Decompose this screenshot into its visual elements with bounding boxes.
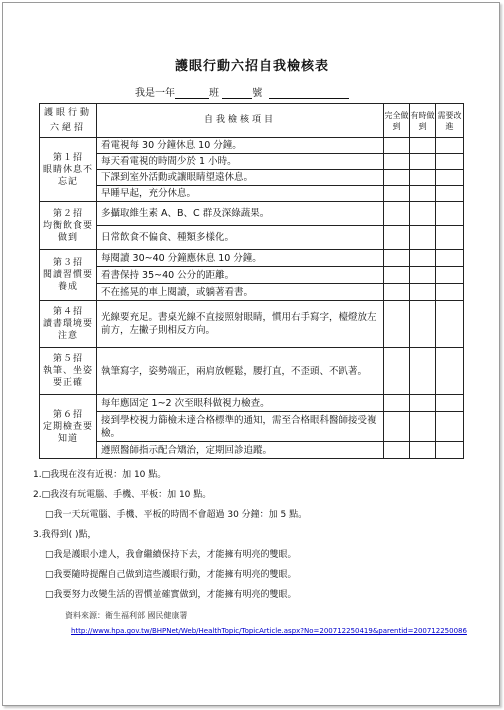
scoring-notes [33,465,307,605]
check-item: 看電視每 30 分鐘休息 10 分鐘。 [97,138,384,154]
check-cell-done[interactable] [384,442,410,459]
check-cell-done[interactable] [384,250,410,267]
check-cell-sometimes[interactable] [410,186,436,202]
source-credit: 資料來源：衛生福利部 國民健康署 [65,611,188,620]
check-cell-improve[interactable] [436,442,464,459]
tactic-5: 第５招 執筆、坐姿要正確 [40,348,97,395]
check-item: 早睡早起，充分休息。 [97,186,384,202]
grade-blank[interactable] [175,87,209,99]
check-cell-improve[interactable] [436,226,464,250]
check-cell-sometimes[interactable] [410,202,436,226]
note-no-devices[interactable]: 2.□我沒有玩電腦、手機、平板：加 10 點。 [33,490,212,500]
check-cell-sometimes[interactable] [410,284,436,301]
result-option-2[interactable]: □我要隨時提醒自己做到這些護眼行動，才能擁有明亮的雙眼。 [45,570,297,580]
result-option-3[interactable]: □我要努力改變生活的習慣並確實做到，才能擁有明亮的雙眼。 [45,590,297,600]
check-item: 看書保持 35~40 公分的距離。 [97,267,384,284]
check-cell-done[interactable] [384,284,410,301]
check-item: 多攝取維生素 A、B、C 群及深綠蔬果。 [97,202,384,226]
check-cell-sometimes[interactable] [410,442,436,459]
check-cell-sometimes[interactable] [410,301,436,348]
check-item: 光線要充足。書桌光線不直接照射眼睛，慣用右手寫字，檯燈放左前方，左撇子則相反方向。 [97,301,384,348]
check-cell-improve[interactable] [436,186,464,202]
number-blank[interactable] [222,87,252,99]
check-cell-sometimes[interactable] [410,250,436,267]
check-cell-improve[interactable] [436,348,464,395]
check-item: 日常飲食不偏食、種類多樣化。 [97,226,384,250]
header-done: 完全做到 [384,104,410,138]
note-no-myopia[interactable]: 1.□我現在沒有近視：加 10 點。 [33,470,167,480]
check-item: 每閱讀 30~40 分鐘應休息 10 分鐘。 [97,250,384,267]
check-item: 執筆寫字，姿勢端正，兩肩放輕鬆，腰打直，不歪頭、不趴著。 [97,348,384,395]
check-cell-sometimes[interactable] [410,395,436,412]
check-item: 不在搖晃的車上閱讀，或躺著看書。 [97,284,384,301]
check-cell-sometimes[interactable] [410,348,436,395]
check-cell-sometimes[interactable] [410,170,436,186]
result-option-1[interactable]: □我是護眼小達人，我會繼續保持下去，才能擁有明亮的雙眼。 [45,550,297,560]
class-line [135,84,349,99]
check-cell-done[interactable] [384,348,410,395]
page-title: 護眼行動六招自我檢核表 [174,59,329,74]
check-cell-done[interactable] [384,301,410,348]
check-cell-improve[interactable] [436,267,464,284]
check-cell-sometimes[interactable] [410,267,436,284]
check-cell-done[interactable] [384,395,410,412]
check-cell-done[interactable] [384,226,410,250]
check-cell-done[interactable] [384,138,410,154]
check-cell-done[interactable] [384,186,410,202]
check-item: 每年應固定 1~2 次至眼科做視力檢查。 [97,395,384,412]
check-cell-improve[interactable] [436,395,464,412]
tactic-6: 第６招 定期檢查要知道 [40,395,97,459]
check-cell-improve[interactable] [436,412,464,442]
note-total-points: 3.我得到( )點， [33,530,97,540]
check-cell-improve[interactable] [436,250,464,267]
check-cell-improve[interactable] [436,170,464,186]
name-blank[interactable] [269,87,349,99]
check-cell-sometimes[interactable] [410,138,436,154]
header-improve: 需要改進 [436,104,464,138]
check-cell-improve[interactable] [436,301,464,348]
source-link[interactable]: http://www.hpa.gov.tw/BHPNet/Web/HealthTopic/TopicArticle.aspx?No=200712250419&parentid=200712250086 [71,627,467,635]
check-cell-sometimes[interactable] [410,154,436,170]
check-item: 每天看電視的時間少於 1 小時。 [97,154,384,170]
class-prefix: 我是一年 [135,88,175,99]
check-cell-improve[interactable] [436,284,464,301]
header-sometimes: 有時做到 [410,104,436,138]
check-cell-done[interactable] [384,202,410,226]
check-item: 下課到室外活動或讓眼睛望遠休息。 [97,170,384,186]
check-item: 接到學校視力篩檢未達合格標準的通知，需至合格眼科醫師接受複檢。 [97,412,384,442]
check-cell-improve[interactable] [436,154,464,170]
tactic-2: 第２招 均衡飲食要做到 [40,202,97,250]
check-cell-done[interactable] [384,170,410,186]
class-suffix: 班 [209,88,219,99]
check-cell-improve[interactable] [436,138,464,154]
tactic-4: 第４招 讀書環境要注意 [40,301,97,348]
number-suffix: 號 [252,88,263,99]
check-item: 遵照醫師指示配合矯治，定期回診追蹤。 [97,442,384,459]
header-tactics: 護眼行動六絕招 [40,104,97,138]
header-items: 自我檢核項目 [97,104,384,138]
tactic-1: 第１招 眼睛休息不忘記 [40,138,97,202]
check-cell-done[interactable] [384,267,410,284]
note-limited-devices[interactable]: □我一天玩電腦、手機、平板的時間不會超過 30 分鐘：加 5 點。 [45,510,308,520]
check-cell-sometimes[interactable] [410,226,436,250]
tactic-3: 第３招 閱讀習慣要養成 [40,250,97,301]
check-cell-done[interactable] [384,154,410,170]
checklist-table [39,103,464,459]
check-cell-sometimes[interactable] [410,412,436,442]
check-cell-done[interactable] [384,412,410,442]
check-cell-improve[interactable] [436,202,464,226]
